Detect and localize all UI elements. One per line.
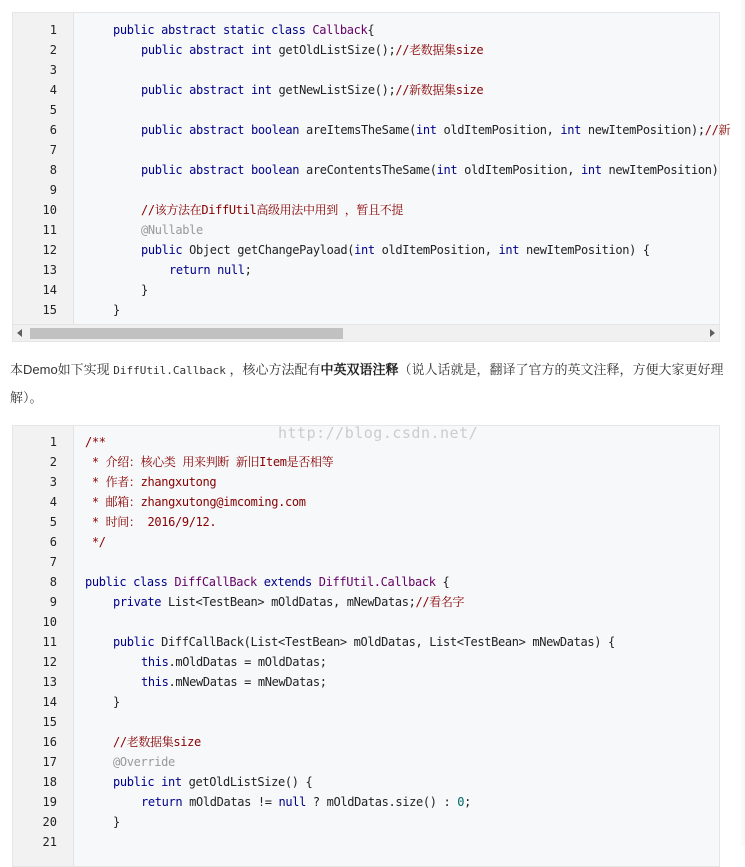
line-number: 9 [49, 595, 57, 609]
code-token: public int [113, 775, 189, 789]
code-line [13, 692, 719, 712]
code-block-callback [12, 12, 731, 342]
line-number: 1 [49, 23, 57, 37]
line-number: 9 [49, 183, 57, 197]
code-line [13, 472, 719, 492]
code-text [141, 220, 203, 240]
code-line [13, 300, 719, 320]
horizontal-scrollbar[interactable] [13, 324, 719, 341]
code-token: } [113, 303, 120, 317]
code-text [141, 280, 148, 300]
line-number: 10 [42, 615, 57, 629]
code-text [141, 792, 471, 812]
code-line [13, 240, 719, 260]
line-number: 5 [49, 103, 57, 117]
code-token: newItemPosition) [608, 163, 719, 177]
code-token: public abstract int [141, 83, 279, 97]
line-number: 1 [49, 435, 57, 449]
line-number: 5 [49, 515, 57, 529]
code-token: oldItemPosition, [443, 123, 561, 137]
code-line [13, 40, 719, 60]
code-token: getOldListSize() { [188, 775, 313, 789]
line-number: 15 [42, 303, 57, 317]
code-line [13, 140, 719, 160]
code-token: extends [263, 575, 319, 589]
code-line [13, 732, 719, 752]
line-number: 14 [42, 283, 57, 297]
code-line [13, 160, 719, 180]
code-token: areContentsTheSame( [306, 163, 437, 177]
code-token: int [581, 163, 609, 177]
line-number: 16 [42, 735, 57, 749]
code-token: public abstract int [141, 43, 279, 57]
code-text [113, 732, 201, 752]
code-text [141, 160, 719, 180]
code-token: this [141, 655, 169, 669]
line-number: 12 [42, 655, 57, 669]
code-line [13, 832, 719, 852]
code-token: //老数据集size [395, 43, 484, 57]
code-token: .mNewDatas = mNewDatas; [168, 675, 327, 689]
code-line [13, 512, 719, 532]
code-text [113, 20, 374, 40]
line-number: 2 [49, 455, 57, 469]
line-number: 20 [42, 815, 57, 829]
code-line [13, 812, 719, 832]
code-text [113, 772, 312, 792]
code-text [141, 672, 327, 692]
code-text [141, 240, 650, 260]
line-number: 14 [42, 695, 57, 709]
code-token: { [442, 575, 450, 589]
inline-code: DiffUtil.Callback [113, 364, 226, 377]
code-line [13, 572, 719, 592]
code-token: private [113, 595, 168, 609]
code-token: int [560, 123, 588, 137]
code-line [13, 672, 719, 692]
code-token: //老数据集size [113, 735, 201, 749]
code-token: areItemsTheSame( [306, 123, 416, 137]
code-token: DiffUtil.Callback [318, 575, 443, 589]
code-token: public [113, 635, 162, 649]
line-number: 3 [49, 63, 57, 77]
code-line [13, 652, 719, 672]
code-line [13, 220, 719, 240]
code-line [13, 180, 719, 200]
code-token: DiffCallBack(List<TestBean> mOldDatas, List<TestBean> mNewDatas) { [161, 635, 615, 649]
code-line [13, 120, 731, 140]
line-number: 11 [42, 223, 57, 237]
scrollbar-thumb[interactable] [30, 328, 343, 339]
code-line [13, 592, 719, 612]
line-number: 18 [42, 775, 57, 789]
code-token: int [354, 243, 382, 257]
paragraph-text: 本Demo如下实现 [10, 362, 114, 377]
line-number: 13 [42, 675, 57, 689]
code-token: oldItemPosition, [464, 163, 581, 177]
code-token: * 邮箱：zhangxutong@imcoming.com [85, 495, 306, 509]
line-number: 6 [49, 535, 57, 549]
line-number: 11 [42, 635, 57, 649]
paragraph-text: ，核心方法配有 [225, 362, 321, 377]
paragraph-bold-text: 中英双语注释 [320, 362, 399, 377]
line-number: 12 [42, 243, 57, 257]
code-text [141, 652, 327, 672]
code-line [13, 492, 719, 512]
code-token: newItemPosition) { [526, 243, 650, 257]
code-token: oldItemPosition, [381, 243, 499, 257]
line-number: 19 [42, 795, 57, 809]
code-token: getNewListSize(); [278, 83, 396, 97]
scroll-left-arrow-icon[interactable] [17, 329, 22, 337]
code-token: List<TestBean> mOldDatas, mNewDatas; [168, 595, 416, 609]
code-token: Object getChangePayload( [189, 243, 355, 257]
code-token: } [113, 695, 120, 709]
line-number: 3 [49, 475, 57, 489]
code-text [85, 452, 333, 472]
code-token: Callback [312, 23, 368, 37]
code-token: public [141, 243, 190, 257]
line-number: 21 [42, 835, 57, 849]
code-text [85, 512, 216, 532]
code-token: * 介绍：核心类 用来判断 新旧Item是否相等 [85, 455, 334, 469]
code-text [113, 812, 120, 832]
code-token: * 时间： 2016/9/12. [85, 515, 217, 529]
code-text [85, 472, 216, 492]
page-scrollbar[interactable] [741, 0, 745, 846]
code-line [13, 100, 719, 120]
code-text [85, 532, 106, 552]
code-line [13, 80, 719, 100]
code-text [85, 432, 106, 452]
code-line [13, 752, 719, 772]
code-token: public abstract static class [113, 23, 313, 37]
code-token: ; [464, 795, 471, 809]
line-number: 7 [49, 555, 57, 569]
code-token: */ [85, 535, 106, 549]
line-number: 8 [49, 163, 57, 177]
code-token: getOldListSize(); [278, 43, 396, 57]
code-text [85, 492, 306, 512]
code-text [113, 692, 120, 712]
code-text [113, 632, 615, 652]
code-line [13, 632, 719, 652]
line-number: 7 [49, 143, 57, 157]
code-token: //新 [704, 123, 731, 137]
code-text [85, 572, 449, 592]
code-token: public abstract boolean [141, 123, 306, 137]
code-line [13, 200, 719, 220]
code-text [141, 80, 483, 100]
code-lines [13, 432, 719, 852]
code-token: public abstract boolean [141, 163, 306, 177]
code-token: int [498, 243, 526, 257]
code-token: } [113, 815, 120, 829]
line-number: 17 [42, 755, 57, 769]
line-number: 13 [42, 263, 57, 277]
code-token: public class [85, 575, 175, 589]
code-text [141, 120, 730, 140]
code-token: newItemPosition); [587, 123, 705, 137]
code-line [13, 60, 719, 80]
line-number: 8 [49, 575, 57, 589]
code-line [13, 452, 719, 472]
code-block-diffcallback [12, 425, 720, 867]
code-text [113, 300, 120, 320]
code-line [13, 612, 719, 632]
code-line [13, 772, 719, 792]
line-number: 6 [49, 123, 57, 137]
paragraph-text: （说人话就是，翻译了官方的英文注释，方便大家更好理解）。 [10, 362, 724, 405]
code-token: int [436, 163, 465, 177]
line-number: 10 [42, 203, 57, 217]
line-number: 4 [49, 495, 57, 509]
code-token: .mOldDatas = mOldDatas; [168, 655, 327, 669]
code-line [13, 792, 719, 812]
code-token: return [141, 795, 190, 809]
code-token: @Nullable [141, 223, 203, 237]
code-token: /** [85, 435, 106, 449]
description-paragraph [10, 356, 740, 411]
code-token: //该方法在DiffUtil高级用法中用到 ，暂且不提 [141, 203, 404, 217]
watermark-text: http://blog.csdn.net/ [278, 424, 479, 442]
code-text [141, 200, 403, 220]
code-token: this [141, 675, 169, 689]
code-token: } [141, 283, 148, 297]
code-line [13, 20, 719, 40]
line-number: 15 [42, 715, 57, 729]
code-token: * 作者：zhangxutong [85, 475, 217, 489]
code-token: 0 [457, 795, 465, 809]
code-line [13, 552, 719, 572]
code-token: DiffCallBack [174, 575, 264, 589]
code-text [141, 40, 483, 60]
code-token: ? mOldDatas.size() : [312, 795, 458, 809]
code-token: return null [169, 263, 245, 277]
code-line [13, 280, 719, 300]
code-token: @Override [113, 755, 175, 769]
code-line [13, 712, 719, 732]
code-token: //新数据集size [395, 83, 484, 97]
code-token: null [278, 795, 313, 809]
code-line [13, 532, 719, 552]
code-token: mOldDatas != [189, 795, 279, 809]
code-line [13, 260, 719, 280]
line-number: 4 [49, 83, 57, 97]
code-token: { [367, 23, 375, 37]
code-text [113, 592, 464, 612]
scroll-right-arrow-icon[interactable] [710, 329, 715, 337]
code-token: int [416, 123, 444, 137]
code-token: //看名字 [415, 595, 465, 609]
code-lines [13, 20, 731, 320]
code-token: ; [244, 263, 252, 277]
code-text [169, 260, 252, 280]
code-text [113, 752, 175, 772]
line-number: 2 [49, 43, 57, 57]
